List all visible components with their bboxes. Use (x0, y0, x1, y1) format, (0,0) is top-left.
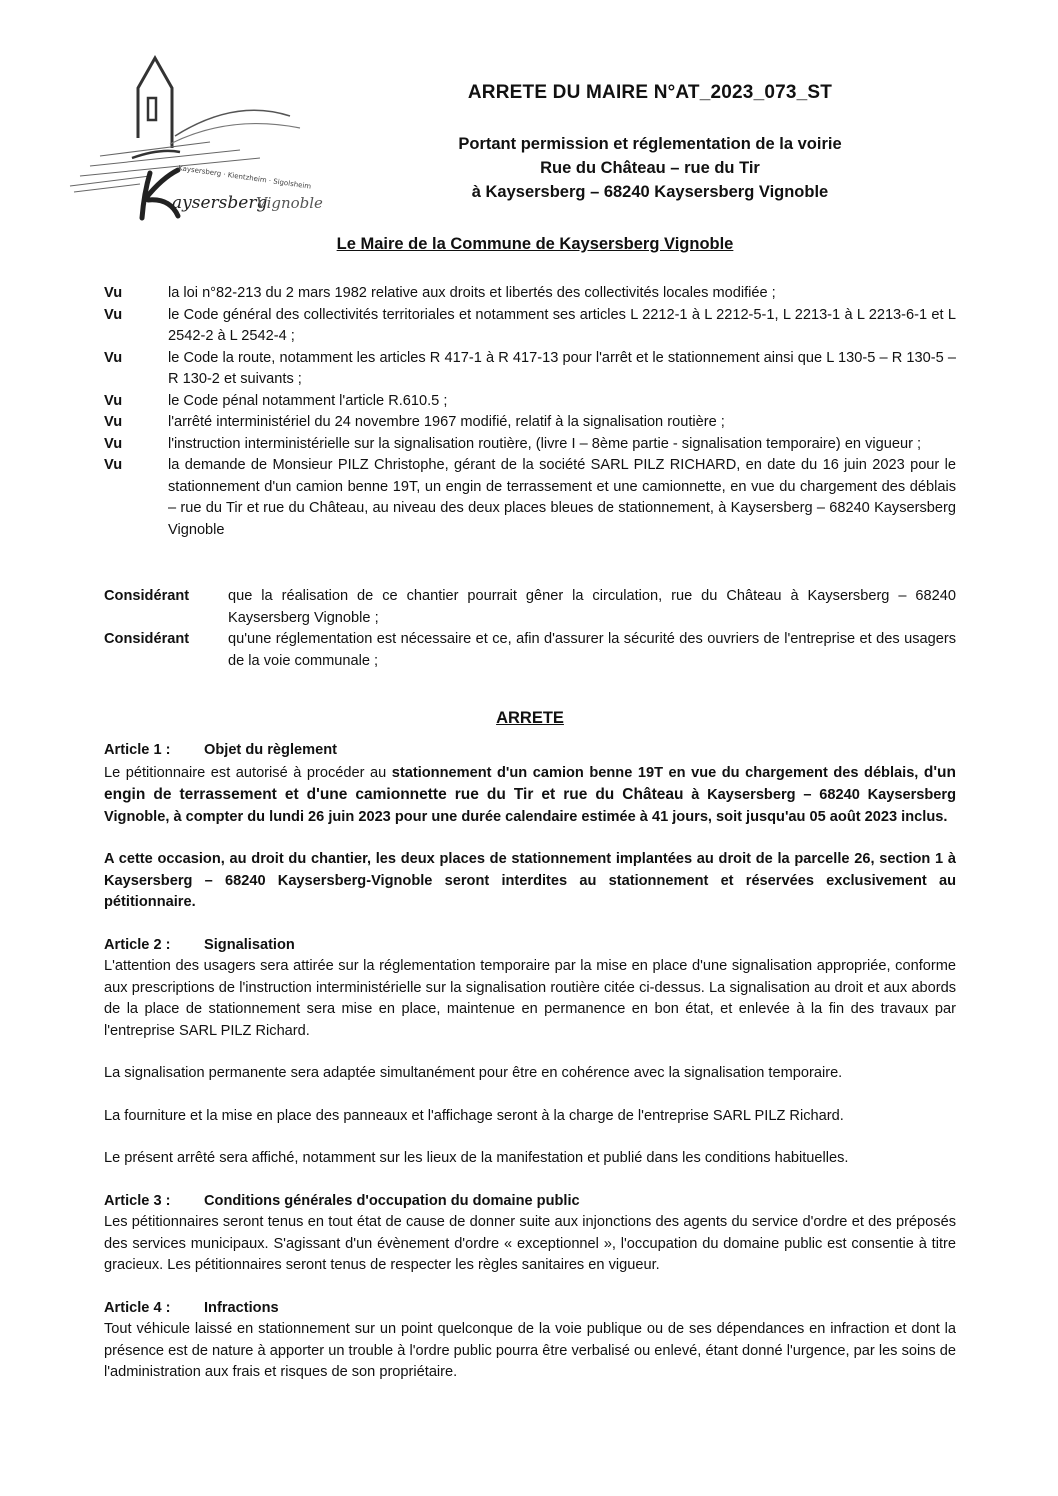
vu-item (104, 283, 956, 305)
svg-text:Kaysersberg · Kientzheim · Sig: Kaysersberg · Kientzheim · Sigolsheim (177, 164, 312, 191)
svg-text:aysersberg: aysersberg (172, 193, 268, 213)
article-4-heading (104, 1298, 956, 1320)
article-1-paragraph (104, 849, 956, 914)
article-title: Conditions générales d'occupation du domaine public (204, 1192, 580, 1209)
article-title: Signalisation (204, 936, 295, 953)
text-run-bold: d'un engin de terrassement et d'une camionnette rue du Tir et rue du Château (104, 763, 956, 803)
text-run: Le pétitionnaire est autorisé à procéder au (104, 764, 392, 781)
considerant-item (104, 586, 956, 629)
arrete-title: ARRETE DU MAIRE N°AT_2023_073_ST (467, 82, 833, 103)
vu-text: le Code général des collectivités territoriales et notamment ses articles L 2212-1 à L 2212-5-1, L 2213-1 à L 2213-6-1 et L 2542-2 à L 2542-4 ; (168, 306, 956, 344)
spacer (104, 1170, 956, 1191)
mayor-heading: Le Maire de la Commune de Kaysersberg Vignoble (336, 235, 734, 253)
vu-item (104, 348, 956, 391)
arrete-subtitle (400, 132, 900, 204)
article-3-paragraph: Les pétitionnaires seront tenus en tout état de cause de donner suite aux injonctions des agents du service d'ordre et des préposés des services municipaux. S'agissant d'un évènement d'ordre « exceptionnel », l'occupation du domaine public est consentie à titre gracieux. Les pétitionnaires seront tenus de respecter les règles sanitaires en vigueur. (104, 1214, 956, 1273)
vu-list (104, 283, 956, 541)
considerant-text: que la réalisation de ce chantier pourrait gêner la circulation, rue du Château à Kaysersberg – 68240 Kaysersberg Vignoble ; (228, 588, 956, 626)
vu-text: la loi n°82-213 du 2 mars 1982 relative aux droits et libertés des collectivités locales modifiée ; (168, 285, 776, 301)
vu-item (104, 434, 956, 456)
subtitle-line: Rue du Château – rue du Tir (540, 159, 760, 177)
vu-text: le Code la route, notamment les articles R 417-1 à R 417-13 pour l'arrêt et le stationnement ainsi que L 130-5 – R 130-5 – R 130-2 et suivants ; (168, 349, 956, 387)
spacer (104, 1127, 956, 1148)
article-2-paragraph: L'attention des usagers sera attirée sur la réglementation temporaire par la mise en place d'une signalisation appropriée, conforme aux prescriptions de l'instruction interministérielle sur la signalisation routière citée ci-dessus. La signalisation au droit et aux abords de la place de stationnement sera mise en place, maintenue en permanence en bon état, et enlevée à la fin des travaux par l'entreprise SARL PILZ Richard. (104, 958, 956, 1039)
vu-key: Vu (104, 414, 123, 430)
spacer (104, 1277, 956, 1298)
vu-key: Vu (104, 392, 123, 409)
vu-item (104, 412, 956, 434)
spacer (104, 828, 956, 849)
article-number: Article 1 : (104, 742, 171, 758)
article-number: Article 2 : (104, 936, 171, 953)
article-4-paragraph: Tout véhicule laissé en stationnement sur un point quelconque de la voie publique ou de ses dépendances en infraction et dont la présence est de nature à apporter un trouble à l'ordre public pourra être verbalisé ou enlevé, étant donné l'urgence, par les soins de l'administration aux frais et risques de son propriétaire. (104, 1321, 956, 1380)
article-title: Infractions (204, 1299, 279, 1316)
article-2-paragraph: La signalisation permanente sera adaptée simultanément pour être en cohérence avec la signalisation temporaire. (104, 1065, 843, 1081)
text-run-bold: A cette occasion, au droit du chantier, les deux places de stationnement implantées au droit de la parcelle 26, section 1 à Kaysersberg – 68240 Kaysersberg-Vignoble seront interdites au stationnement et réservées exclusivement au pétitionnaire. (104, 851, 956, 910)
svg-text:Vignoble: Vignoble (256, 194, 323, 212)
article-1-heading (104, 740, 956, 762)
article-title: Objet du règlement (204, 742, 337, 758)
considerant-key: Considérant (104, 588, 190, 604)
kaysersberg-vignoble-logo (60, 48, 330, 228)
article-number: Article 3 : (104, 1192, 171, 1209)
article-2-paragraph: La fourniture et la mise en place des panneaux et l'affichage seront à la charge de l'entreprise SARL PILZ Richard. (104, 1107, 844, 1124)
subtitle-line: Portant permission et réglementation de la voirie (458, 135, 842, 153)
article-1-paragraph (104, 762, 956, 829)
spacer (104, 1042, 956, 1063)
considerant-text: qu'une réglementation est nécessaire et ce, afin d'assurer la sécurité des ouvriers de l'entreprise et des usagers de la voie communale ; (228, 631, 956, 669)
article-2-paragraph: Le présent arrêté sera affiché, notamment sur les lieux de la manifestation et publié dans les conditions habituelles. (104, 1150, 849, 1166)
vu-key: Vu (104, 349, 123, 366)
articles-body (104, 740, 956, 1384)
vu-key: Vu (104, 285, 123, 301)
text-run-bold: stationnement d'un camion benne 19T en vue du chargement des déblais, (391, 764, 919, 781)
spacer (104, 1085, 956, 1106)
vu-text: l'arrêté interministériel du 24 novembre 1967 modifié, relatif à la signalisation routière ; (168, 414, 725, 430)
vu-item (104, 455, 956, 541)
subtitle-line: à Kaysersberg – 68240 Kaysersberg Vignoble (471, 183, 829, 201)
considerant-list (104, 586, 956, 672)
article-number: Article 4 : (104, 1299, 171, 1316)
article-2-heading (104, 935, 956, 957)
vu-text: la demande de Monsieur PILZ Christophe, gérant de la société SARL PILZ RICHARD, en date du 16 juin 2023 pour le stationnement d'un camion benne 19T, un engin de terrassement et une camionnette, en vue du chargement des déblais – rue du Tir et rue du Château, au niveau des deux places bleues de stationnement, à Kaysersberg – 68240 Kaysersberg Vignoble (168, 457, 956, 538)
spacer (104, 914, 956, 935)
article-3-heading (104, 1191, 956, 1213)
vu-key: Vu (104, 457, 123, 473)
vu-item (104, 305, 956, 348)
vu-text: l'instruction interministérielle sur la signalisation routière, (livre I – 8ème partie - signalisation temporaire) en vigueur ; (168, 435, 922, 452)
considerant-key: Considérant (104, 631, 190, 647)
text-run-bold: à Kaysersberg – 68240 Kaysersberg Vignoble, à compter du lundi 26 juin 2023 pour une durée calendaire estimée à 41 jours, soit jusqu'au 05 août 2023 inclus. (104, 787, 957, 825)
vu-key: Vu (104, 435, 123, 452)
vu-text: le Code pénal notamment l'article R.610.5 ; (168, 392, 448, 409)
arrete-heading: ARRETE (496, 709, 564, 727)
considerant-item (104, 629, 956, 672)
vu-item (104, 391, 956, 413)
vu-key: Vu (104, 306, 123, 323)
